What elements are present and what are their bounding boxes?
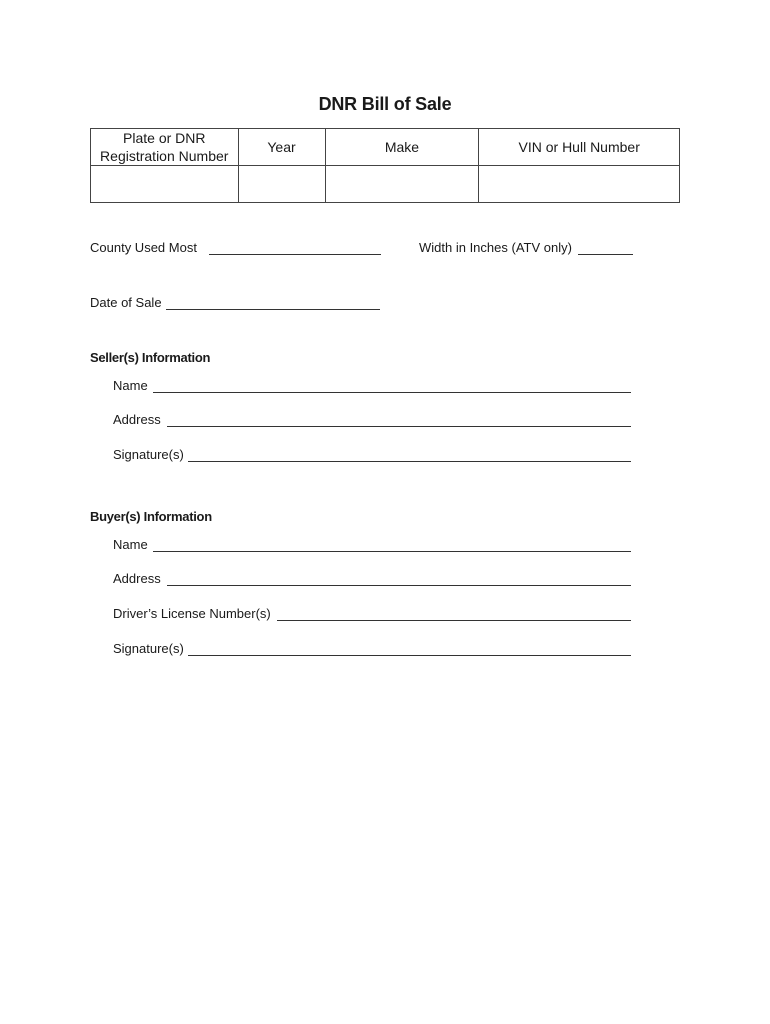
date-of-sale-field: [90, 295, 380, 310]
buyer-license-field: [113, 606, 631, 621]
table-header-row: [91, 129, 680, 166]
buyer-license-label: Driver’s License Number(s): [113, 606, 271, 621]
width-in-inches-field: [419, 240, 633, 255]
seller-section-heading: Seller(s) Information: [90, 350, 211, 365]
county-used-most-line[interactable]: [209, 242, 381, 255]
seller-address-label: Address: [113, 412, 161, 427]
date-of-sale-label: Date of Sale: [90, 295, 162, 310]
cell-plate-or-registration[interactable]: [91, 166, 239, 203]
header-plate-or-registration: Plate or DNR Registration Number: [91, 129, 239, 166]
vehicle-table: [90, 128, 680, 203]
buyer-signature-label: Signature(s): [113, 641, 184, 656]
page-title: DNR Bill of Sale: [318, 94, 452, 114]
buyer-name-field: [113, 537, 631, 552]
buyer-license-line[interactable]: [277, 608, 631, 621]
buyer-section-heading: Buyer(s) Information: [90, 509, 212, 524]
county-used-most-field: [90, 240, 381, 255]
cell-make[interactable]: [325, 166, 479, 203]
buyer-address-label: Address: [113, 571, 161, 586]
buyer-address-field: [113, 571, 631, 586]
buyer-address-line[interactable]: [167, 573, 631, 586]
seller-address-line[interactable]: [167, 414, 631, 427]
header-year: Year: [238, 129, 325, 166]
width-in-inches-line[interactable]: [578, 242, 633, 255]
seller-signature-field: [113, 447, 631, 462]
width-in-inches-label: Width in Inches (ATV only): [419, 240, 572, 255]
seller-name-label: Name: [113, 378, 148, 393]
header-vin-or-hull: VIN or Hull Number: [479, 129, 680, 166]
buyer-signature-line[interactable]: [188, 643, 631, 656]
table-row: [91, 166, 680, 203]
buyer-name-label: Name: [113, 537, 148, 552]
buyer-signature-field: [113, 641, 631, 656]
seller-name-field: [113, 378, 631, 393]
seller-name-line[interactable]: [153, 380, 631, 393]
seller-address-field: [113, 412, 631, 427]
seller-signature-line[interactable]: [188, 449, 631, 462]
county-used-most-label: County Used Most: [90, 240, 197, 255]
cell-year[interactable]: [238, 166, 325, 203]
date-of-sale-line[interactable]: [166, 297, 380, 310]
seller-signature-label: Signature(s): [113, 447, 184, 462]
cell-vin-or-hull[interactable]: [479, 166, 680, 203]
buyer-name-line[interactable]: [153, 539, 631, 552]
header-make: Make: [325, 129, 479, 166]
